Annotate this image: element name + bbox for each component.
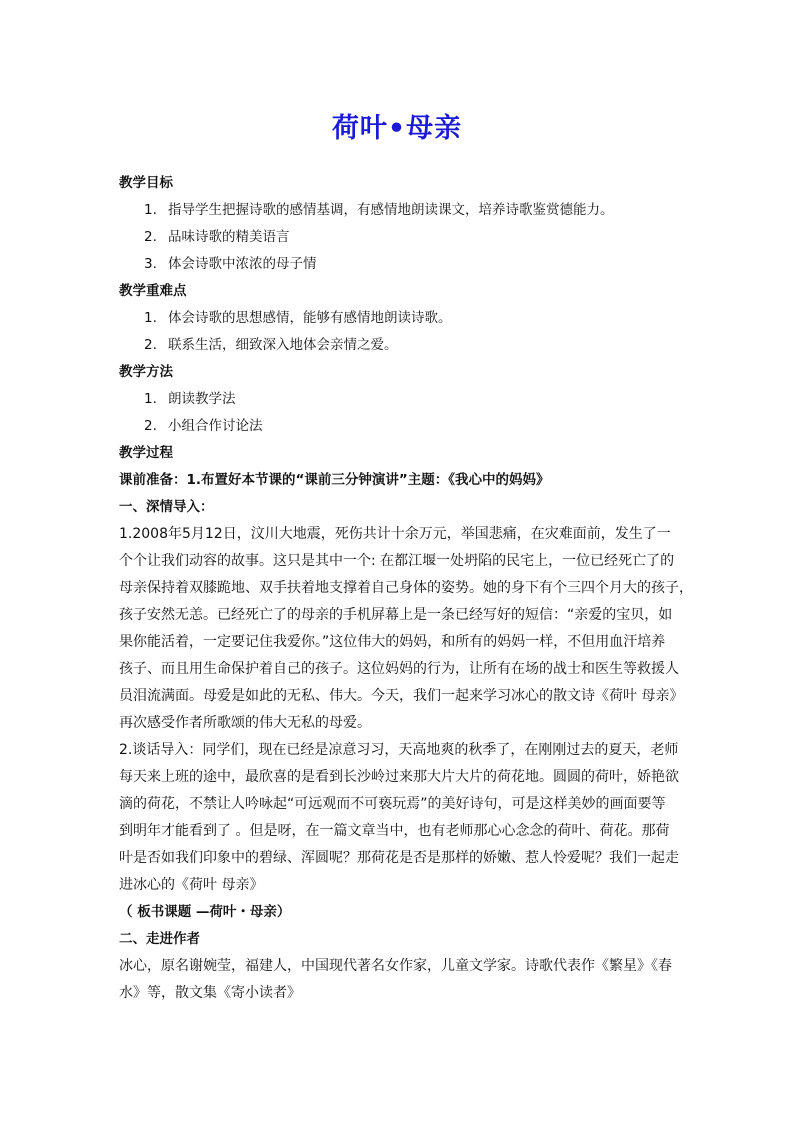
list-text: 体会诗歌的思想感情，能够有感情地朗读诗歌。 (168, 310, 452, 326)
list-number: 1. (144, 202, 157, 218)
list-item (119, 413, 679, 440)
section-heading-methods: 教学方法 (119, 364, 173, 380)
prep-line: 课前准备：1.布置好本节课的“课前三分钟演讲”主题：《我心中的妈妈》 (119, 472, 550, 488)
list-item (119, 251, 679, 278)
list-number: 1. (144, 310, 157, 326)
board-title-line: （ 板书课题 —荷叶・母亲） (119, 904, 291, 920)
list-item (119, 197, 679, 224)
paragraph-line: 到明年才能看到了 。但是呀，在一篇文章当中，也有老师那心心念念的荷叶、荷花。那荷 (119, 823, 670, 839)
paragraph-line: 孩子、而且用生命保护着自己的孩子。这位妈妈的行为，让所有在场的战士和医生等救援人 (119, 661, 679, 677)
list-number: 1. (144, 391, 157, 407)
list-text: 小组合作讨论法 (168, 418, 263, 434)
list-number: 2. (144, 229, 157, 245)
paragraph-intro-2 (119, 737, 679, 899)
paragraph-line: 1.2008年5月12日，汶川大地震，死伤共计十余万元，举国悲痛，在灾难面前，发生了一 (119, 526, 671, 542)
document-title: 荷叶•母亲 (331, 113, 463, 144)
paragraph-line: 员泪流满面。母爱是如此的无私、伟大。今天，我们一起来学习冰心的散文诗《荷叶 母亲》 (119, 688, 684, 704)
list-text: 品味诗歌的精美语言 (168, 229, 290, 245)
section-heading-goals: 教学目标 (119, 175, 173, 191)
list-text: 体会诗歌中浓浓的母子情 (168, 256, 317, 272)
list-text: 朗读教学法 (168, 391, 236, 407)
part1-heading: 一、深情导入： (119, 499, 214, 515)
section-heading-keypoints: 教学重难点 (119, 283, 187, 299)
list-number: 2. (144, 337, 157, 353)
section-heading-process: 教学过程 (119, 445, 173, 461)
list-item (119, 332, 679, 359)
list-item (119, 386, 679, 413)
document-body (119, 170, 693, 1007)
paragraph-intro-1 (119, 521, 693, 737)
paragraph-line: 每天来上班的途中，最欣喜的是看到长沙岭过来那大片大片的荷花地。圆圆的荷叶，娇艳欲 (119, 769, 679, 785)
paragraph-line: 果你能活着，一定要记住我爱你。”这位伟大的妈妈，和所有的妈妈一样，不但用血汗培养 (119, 634, 666, 650)
paragraph-line: 孩子安然无恙。已经死亡了的母亲的手机屏幕上是一条已经写好的短信：“亲爱的宝贝，如 (119, 607, 673, 623)
paragraph-line: 水》等，散文集《寄小读者》 (119, 985, 301, 1001)
list-item (119, 305, 679, 332)
list-number: 3. (144, 256, 157, 272)
list-text: 联系生活，细致深入地体会亲情之爱。 (168, 337, 398, 353)
paragraph-line: 母亲保持着双膝跪地、双手扶着地支撑着自己身体的姿势。她的身下有个三四个月大的孩子， (119, 580, 693, 596)
paragraph-line: 冰心，原名谢婉莹，福建人，中国现代著名女作家，儿童文学家。诗歌代表作《繁星》《春 (119, 958, 672, 974)
list-item (119, 224, 679, 251)
part2-heading: 二、走进作者 (119, 931, 200, 947)
list-text: 指导学生把握诗歌的感情基调，有感情地朗读课文，培养诗歌鉴赏德能力。 (168, 202, 614, 218)
paragraph-line: 2.谈话导入：同学们，现在已经是凉意习习，天高地爽的秋季了，在刚刚过去的夏天，老师 (119, 742, 679, 758)
paragraph-line: 再次感受作者所歌颂的伟大无私的母爱。 (119, 715, 371, 731)
paragraph-author (119, 953, 679, 1007)
paragraph-line: 滴的荷花，不禁让人吟咏起“可远观而不可亵玩焉”的美好诗句，可是这样美妙的画面要等 (119, 796, 666, 812)
paragraph-line: 叶是否如我们印象中的碧绿、浑圆呢？那荷花是否是那样的娇嫩、惹人怜爱呢？我们一起走 (119, 850, 679, 866)
list-number: 2. (144, 418, 157, 434)
paragraph-line: 个个让我们动容的故事。这只是其中一个: 在都江堰一处坍陷的民宅上，一位已经死亡了的 (119, 553, 675, 569)
paragraph-line: 进冰心的《荷叶 母亲》 (119, 877, 264, 893)
